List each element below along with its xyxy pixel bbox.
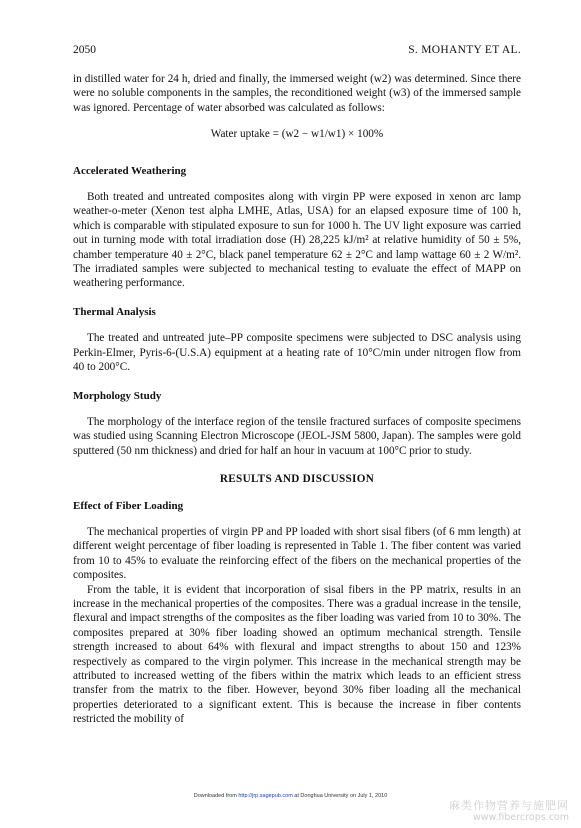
intro-paragraph: in distilled water for 24 h, dried and finally, the immersed weight (w2) was determined. Since there were no soluble components in the samples, the reconditioned weight (w3) of the immersed sample was ignored. Percentage of water absorbed was calculated as follows: xyxy=(73,73,521,114)
footer-link[interactable]: http://jrp.sagepub.com xyxy=(238,793,293,799)
paragraph-morphology-study: The morphology of the interface region of the tensile fractured surfaces of composite specimens was studied using Scanning Electron Microscope (JEOL-JSM 5800, Japan). The samples were gold sputtered (50 nm thickness) and dried for half an hour in vacuum at 100°C prior to study. xyxy=(73,415,521,457)
page-number: 2050 xyxy=(73,44,96,56)
section-heading-accelerated-weathering: Accelerated Weathering xyxy=(73,164,187,177)
watermark-line-1: 麻类作物营养与施肥网 xyxy=(449,799,569,812)
running-header xyxy=(73,44,521,58)
section-heading-fiber-loading: Effect of Fiber Loading xyxy=(73,499,184,512)
results-discussion-heading: RESULTS AND DISCUSSION xyxy=(219,473,375,486)
watermark-line-2: www.fibercrops.com xyxy=(472,812,569,823)
paragraph-thermal-analysis: The treated and untreated jute–PP composite specimens were subjected to DSC analysis using Perkin-Elmer, Pyris-6-(U.S.A) equipment at a heating rate of 10°C/min under nitrogen flow from 40 to 200°C. xyxy=(73,332,521,374)
watermark xyxy=(449,800,569,824)
paragraph-fiber-loading-2: From the table, it is evident that incorporation of sisal fibers in the PP matrix, results in an increase in the mechanical properties of the composites. There was a gradual increase in the tensile, flexural and impact strengths of the composites as the fiber loading was varied from 10 to 30%. The composites prepared at 30% fiber loading showed an optimum mechanical strength. Tensile strength increased to about 64% with flexural and impact strengths to about 150 and 123% respectively as compared to the virgin polymer. This increase in the mechanical strength may be attributed to increased wetting of the fibers within the matrix which leads to an efficient stress transfer from the matrix to the fiber. However, beyond 30% fiber loading all the mechanical properties deteriorated to a significant extent. This is because the increase in fiber contents restricted the mobility of xyxy=(73,583,521,726)
paragraph-accelerated-weathering: Both treated and untreated composites along with virgin PP were exposed in xenon arc lamp weather-o-meter (Xenon test alpha LMHE, Atlas, USA) for an elapsed exposure time of 100 h, which is comparable with stipulated exposure to sun for 1000 h. The UV light exposure was carried out in turning mode with total irradiation dose (H) 28,225 kJ/m² at relative humidity of 50 ± 5%, chamber temperature 40 ± 2°C, black panel temperature 62 ± 2°C and lamp wattage 60 ± 2 W/m². The irradiated samples were subjected to mechanical testing to evaluate the effect of MAPP on weathering performance. xyxy=(73,191,521,290)
footer-suffix: at Donghua University on July 1, 2010 xyxy=(292,793,388,799)
paragraph-fiber-loading-1: The mechanical properties of virgin PP and PP loaded with short sisal fibers (of 6 mm length) at different weight percentage of fiber loading is represented in Table 1. The fiber content was varied from 10 to 45% to evaluate the reinforcing effect of the fibers on the mechanical properties of the composites. xyxy=(73,525,521,582)
water-uptake-formula: Water uptake = (w2 − w1/w1) × 100% xyxy=(210,128,384,141)
footer-prefix: Downloaded from xyxy=(193,793,239,799)
article-body xyxy=(73,72,521,727)
section-heading-morphology-study: Morphology Study xyxy=(73,389,162,402)
section-heading-thermal-analysis: Thermal Analysis xyxy=(73,305,156,318)
running-author: S. MOHANTY ET AL. xyxy=(408,44,521,56)
